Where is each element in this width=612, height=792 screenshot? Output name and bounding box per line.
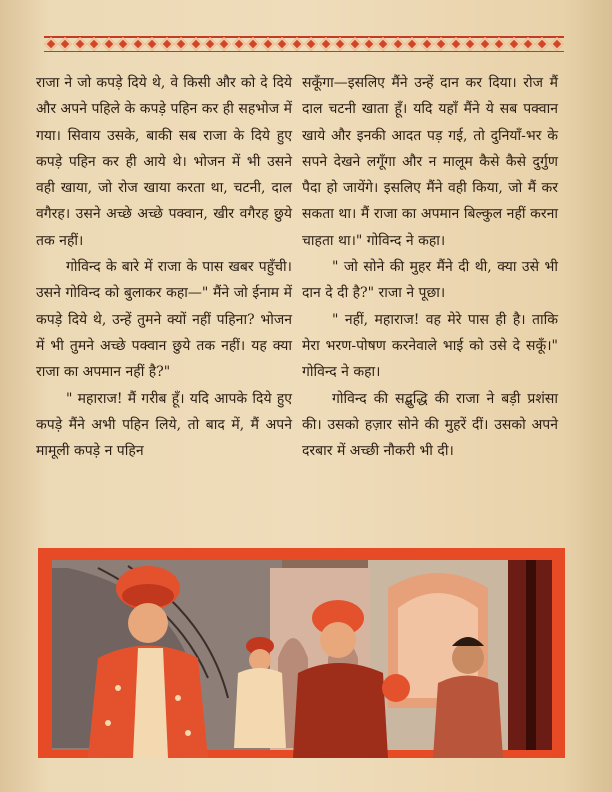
border-diamond bbox=[347, 37, 361, 51]
border-diamond bbox=[116, 37, 130, 51]
border-diamond bbox=[102, 37, 116, 51]
paragraph: राजा ने जो कपड़े दिये थे, वे किसी और को दे दिये और अपने पहिले के कपड़े पहिन कर ही सहभोज में गया। सिवाय उसके, बाकी सब राजा के दिये हुए कपड़े पहिन कर ही आये थे। भोजन में भी उसने वही खाया, जो रोज खाया करता था, चटनी, दाल वगैरह। उसने अच्छे अच्छे पक्वान, खीर वगैरह छुये तक नहीं। bbox=[36, 75, 292, 249]
border-diamond bbox=[405, 37, 419, 51]
border-diamond bbox=[261, 37, 275, 51]
left-text-column bbox=[36, 70, 292, 464]
border-diamond bbox=[362, 37, 376, 51]
border-diamond bbox=[160, 37, 174, 51]
border-diamond bbox=[319, 37, 333, 51]
border-diamond bbox=[492, 37, 506, 51]
border-diamond bbox=[275, 37, 289, 51]
border-diamond bbox=[87, 37, 101, 51]
paragraph: गोविन्द की सद्बुद्धि की राजा ने बड़ी प्रशंसा की। उसको हज़ार सोने की मुहरें दीं। उसको अपने दरबार में अच्छी नौकरी भी दी। bbox=[302, 390, 558, 460]
paragraph: सकूँगा—इसलिए मैंने उन्हें दान कर दिया। रोज मैं दाल चटनी खाता हूँ। यदि यहाँ मैंने ये सब पक्वान खाये और इनकी आदत पड़ गई, तो दुनियाँ-भर के सपने देखने लगूँगा और न मालूम कैसे कैसे दुर्गुण पैदा हो जायेंगे। इसलिए मैंने वही किया, जो मैं कर सकता था। मैं राजा का अपमान बिल्कुल नहीं करना चाहता था।" गोविन्द ने कहा। bbox=[302, 75, 558, 249]
border-diamond bbox=[217, 37, 231, 51]
decorative-border bbox=[44, 36, 564, 52]
border-diamond bbox=[434, 37, 448, 51]
border-diamond bbox=[420, 37, 434, 51]
border-diamond bbox=[478, 37, 492, 51]
paragraph: " जो सोने की मुहर मैंने दी थी, क्या उसे भी दान दे दी है?" राजा ने पूछा। bbox=[302, 259, 558, 302]
border-diamond bbox=[203, 37, 217, 51]
border-diamond bbox=[535, 37, 549, 51]
right-text-column bbox=[302, 70, 558, 464]
border-diamond bbox=[391, 37, 405, 51]
border-diamond bbox=[131, 37, 145, 51]
border-diamond bbox=[521, 37, 535, 51]
border-diamond bbox=[188, 37, 202, 51]
border-diamond bbox=[550, 37, 564, 51]
border-diamond bbox=[174, 37, 188, 51]
border-diamond bbox=[73, 37, 87, 51]
paragraph: गोविन्द के बारे में राजा के पास खबर पहुँची। उसने गोविन्द को बुलाकर कहा—" मैंने जो ईनाम में कपड़े दिये थे, उन्हें तुमने क्यों नहीं पहिना? भोजन में भी तुमने अच्छे पक्वान छुये तक नहीं। यह क्या राजा का अपमान नहीं है?" bbox=[36, 259, 292, 381]
illustration-drawing bbox=[38, 548, 565, 758]
paragraph: " नहीं, महाराज! वह मेरे पास ही है। ताकि मेरा भरण-पोषण करनेवाले भाई को उसे दे सकूँ।" गोविन्द ने कहा। bbox=[302, 311, 558, 381]
border-diamond bbox=[246, 37, 260, 51]
border-diamond bbox=[376, 37, 390, 51]
story-illustration bbox=[38, 548, 565, 758]
border-diamond bbox=[44, 37, 58, 51]
paragraph: " महाराज! मैं गरीब हूँ। यदि आपके दिये हुए कपड़े मैंने अभी पहिन लिये, तो बाद में, मैं अपने मामूली कपड़े न पहिन bbox=[36, 390, 292, 460]
border-diamond bbox=[463, 37, 477, 51]
border-diamond bbox=[232, 37, 246, 51]
border-diamond bbox=[290, 37, 304, 51]
border-diamond bbox=[58, 37, 72, 51]
border-diamond bbox=[449, 37, 463, 51]
border-diamond bbox=[145, 37, 159, 51]
border-diamond bbox=[333, 37, 347, 51]
border-diamond bbox=[506, 37, 520, 51]
border-diamond bbox=[304, 37, 318, 51]
